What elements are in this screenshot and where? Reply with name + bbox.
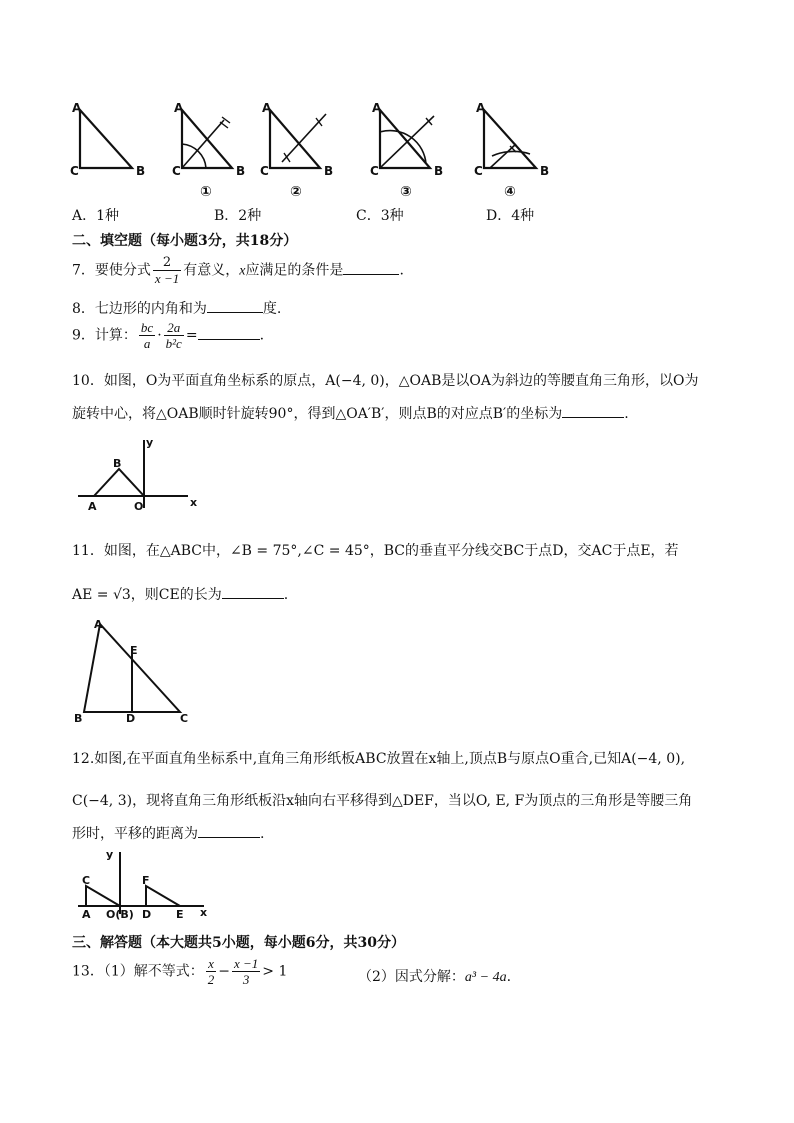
triangle-def — [146, 886, 180, 906]
q10-answer-blank[interactable] — [562, 405, 624, 418]
q9-fraction-2: $\frac{2a}{\text{b²c}}$ — [165, 320, 182, 351]
svg-text:C: C — [260, 164, 269, 178]
label-y: y — [106, 848, 114, 861]
option-d: D．4种 — [486, 208, 535, 224]
q12-figure — [76, 848, 210, 920]
label-C: C — [82, 874, 91, 887]
label-A: A — [82, 908, 91, 920]
section-2-title: 二、填空题（每小题3分，共18分） — [72, 233, 298, 249]
question-12-line-1: 12.如图,在平面直角坐标系中,直角三角形纸板ABC放置在x轴上,顶点B与原点O重合,已知A(−4, 0), — [72, 751, 686, 767]
q11-figure — [74, 616, 200, 724]
question-13: 13．（1）解不等式： $\frac{x}{2}$ − $\frac{x -1}{3}$ > 1 — [72, 956, 288, 987]
circled-1: ① — [200, 184, 212, 200]
question-13-part-2: （2）因式分解：a³ − 4a. — [358, 969, 512, 985]
svg-text:A: A — [174, 101, 184, 115]
fig4-triangle — [484, 110, 536, 168]
option-c: C．3种 — [356, 208, 404, 224]
question-7: 7．要使分式 $\frac{2}{x -1}$ 有意义，x应满足的条件是 . — [72, 255, 404, 286]
question-8: 8．七边形的内角和为 度. — [72, 301, 282, 317]
label-C-base: C — [70, 164, 79, 178]
svg-text:B: B — [540, 164, 550, 178]
circled-3: ③ — [400, 184, 412, 200]
label-C: C — [180, 712, 189, 724]
option-b: B．2种 — [214, 208, 262, 224]
label-A: A — [94, 618, 103, 631]
q7-answer-blank[interactable] — [343, 262, 399, 275]
q7-fraction: $\frac{2}{x -1}$ — [154, 255, 180, 286]
q11-answer-blank[interactable] — [222, 586, 284, 599]
svg-text:A: A — [372, 101, 382, 115]
q12-answer-blank[interactable] — [198, 825, 260, 838]
fig2-triangle — [270, 110, 320, 168]
label-A: A — [88, 500, 97, 513]
fig2-perp — [282, 114, 326, 162]
label-F: F — [142, 874, 150, 887]
svg-text:A: A — [262, 101, 272, 115]
label-B: B — [113, 457, 122, 470]
q13-fraction-1: $\frac{x}{2}$ — [207, 956, 215, 987]
q6-figures — [60, 98, 560, 202]
triangle-abc — [86, 886, 120, 906]
label-A-base: A — [72, 101, 82, 115]
label-x: x — [200, 906, 208, 919]
label-y: y — [146, 436, 154, 449]
question-11-line-2: AE = √3，则CE的长为 . — [72, 587, 289, 603]
circled-4: ④ — [504, 184, 516, 200]
triangle-oab — [94, 469, 144, 496]
option-a: A．1种 — [72, 208, 120, 224]
svg-text:C: C — [474, 164, 483, 178]
label-OB: O(B) — [106, 908, 134, 920]
base-triangle — [80, 110, 132, 168]
question-12-line-3: 形时，平移的距离为 . — [72, 826, 265, 842]
section-3-title: 三、解答题（本大题共5小题，每小题6分，共30分） — [72, 935, 405, 951]
fig1-bisector — [182, 120, 224, 168]
svg-text:A: A — [476, 101, 486, 115]
question-9: 9．计算： $\frac{bc}{a}$ · $\frac{2a}{\text{b²c}}$ = . — [72, 320, 265, 351]
circled-2: ② — [290, 184, 302, 200]
question-10-line-2: 旋转中心，将△OAB顺时针旋转90°，得到△OA′B′，则点B的对应点B′的坐标为 . — [72, 406, 629, 422]
label-x: x — [190, 496, 198, 509]
label-E: E — [176, 908, 184, 920]
label-E: E — [130, 644, 138, 657]
label-D: D — [126, 712, 136, 724]
question-10-line-1: 10．如图，O为平面直角坐标系的原点，A(−4, 0)，△OAB是以OA为斜边的等腰直角三角形，以O为 — [72, 373, 699, 389]
svg-text:C: C — [172, 164, 181, 178]
label-B-base: B — [136, 164, 146, 178]
label-B: B — [74, 712, 83, 724]
q8-answer-blank[interactable] — [207, 300, 263, 313]
svg-text:C: C — [370, 164, 379, 178]
q9-fraction-1: $\frac{bc}{a}$ — [140, 320, 154, 351]
question-11-line-1: 11．如图，在△ABC中，∠B = 75°,∠C = 45°，BC的垂直平分线交BC于点D，交AC于点E，若 — [72, 543, 679, 559]
q10-figure — [76, 436, 200, 514]
q9-answer-blank[interactable] — [198, 327, 260, 340]
label-D: D — [142, 908, 152, 920]
question-12-line-2: C(−4, 3)，现将直角三角形纸板沿x轴向右平移得到△DEF，当以O, E, F为顶点的三角形是等腰三角 — [72, 793, 693, 809]
fig3-triangle — [380, 110, 430, 168]
svg-text:B: B — [434, 164, 444, 178]
svg-text:B: B — [236, 164, 246, 178]
svg-text:B: B — [324, 164, 334, 178]
q13-fraction-2: $\frac{x -1}{3}$ — [233, 956, 259, 987]
label-O: O — [134, 500, 144, 513]
